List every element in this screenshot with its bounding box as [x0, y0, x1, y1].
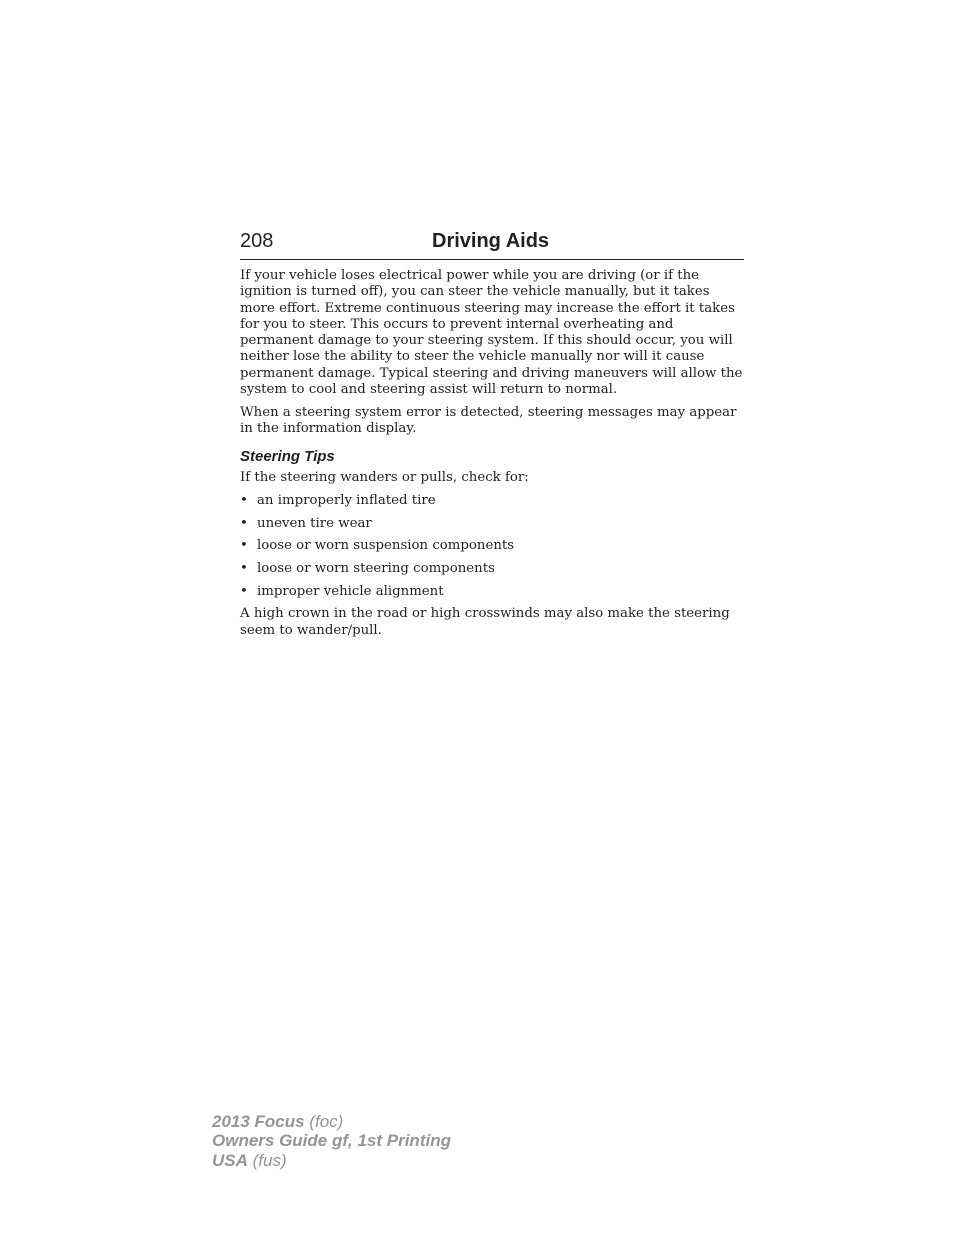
footer-market: USA	[212, 1150, 248, 1170]
page-content	[240, 268, 746, 645]
bullet-icon: •	[240, 561, 248, 577]
paragraph-electrical-power: If your vehicle loses electrical power while you are driving (or if the ignition is turned off), you can steer the vehicle manually, but it takes more effort. Extreme continuous steering may increase the effort it takes for you to steer. This occurs to prevent internal overheating and permanent damage to your steering system. If this should occur, you will neither lose the ability to steer the vehicle manually nor will it cause permanent damage. Typical steering and driving maneuvers will allow the system to cool and steering assist will return to normal.	[240, 268, 743, 398]
list-item-text: an improperly inflated tire	[257, 493, 436, 509]
bullet-icon: •	[240, 515, 248, 531]
list-item-text: uneven tire wear	[257, 515, 372, 531]
subheading-steering-tips: Steering Tips	[240, 448, 335, 466]
footer-guide: Owners Guide gf, 1st Printing	[212, 1131, 451, 1151]
footer-line-guide	[212, 1131, 451, 1150]
section-title: Driving Aids	[432, 230, 550, 252]
bullet-icon: •	[240, 538, 248, 554]
footer-market-code: (fus)	[252, 1150, 287, 1170]
paragraph-intro: If the steering wanders or pulls, check for:	[240, 470, 529, 486]
list-item	[240, 538, 746, 554]
footer-line-model	[212, 1112, 451, 1131]
list-item-text: loose or worn suspension components	[257, 538, 515, 554]
bullet-icon: •	[240, 583, 248, 599]
list-item	[240, 493, 746, 509]
list-item-text: loose or worn steering components	[257, 561, 495, 577]
bullet-icon: •	[240, 493, 248, 509]
list-item	[240, 516, 746, 532]
footer-imprint	[212, 1112, 451, 1170]
list-item	[240, 584, 746, 600]
paragraph-steering-error: When a steering system error is detected, steering messages may appear in the information display.	[240, 404, 737, 437]
page-number: 208	[240, 230, 274, 252]
page-header	[240, 229, 744, 260]
footer-line-market	[212, 1151, 451, 1170]
list-item	[240, 561, 746, 577]
paragraph-high-crown: A high crown in the road or high crosswinds may also make the steering seem to wander/pull.	[240, 606, 730, 638]
footer-model-code: (foc)	[309, 1112, 344, 1131]
list-item-text: improper vehicle alignment	[257, 583, 444, 599]
footer-model: 2013 Focus	[212, 1112, 305, 1131]
bullet-list	[240, 493, 746, 600]
